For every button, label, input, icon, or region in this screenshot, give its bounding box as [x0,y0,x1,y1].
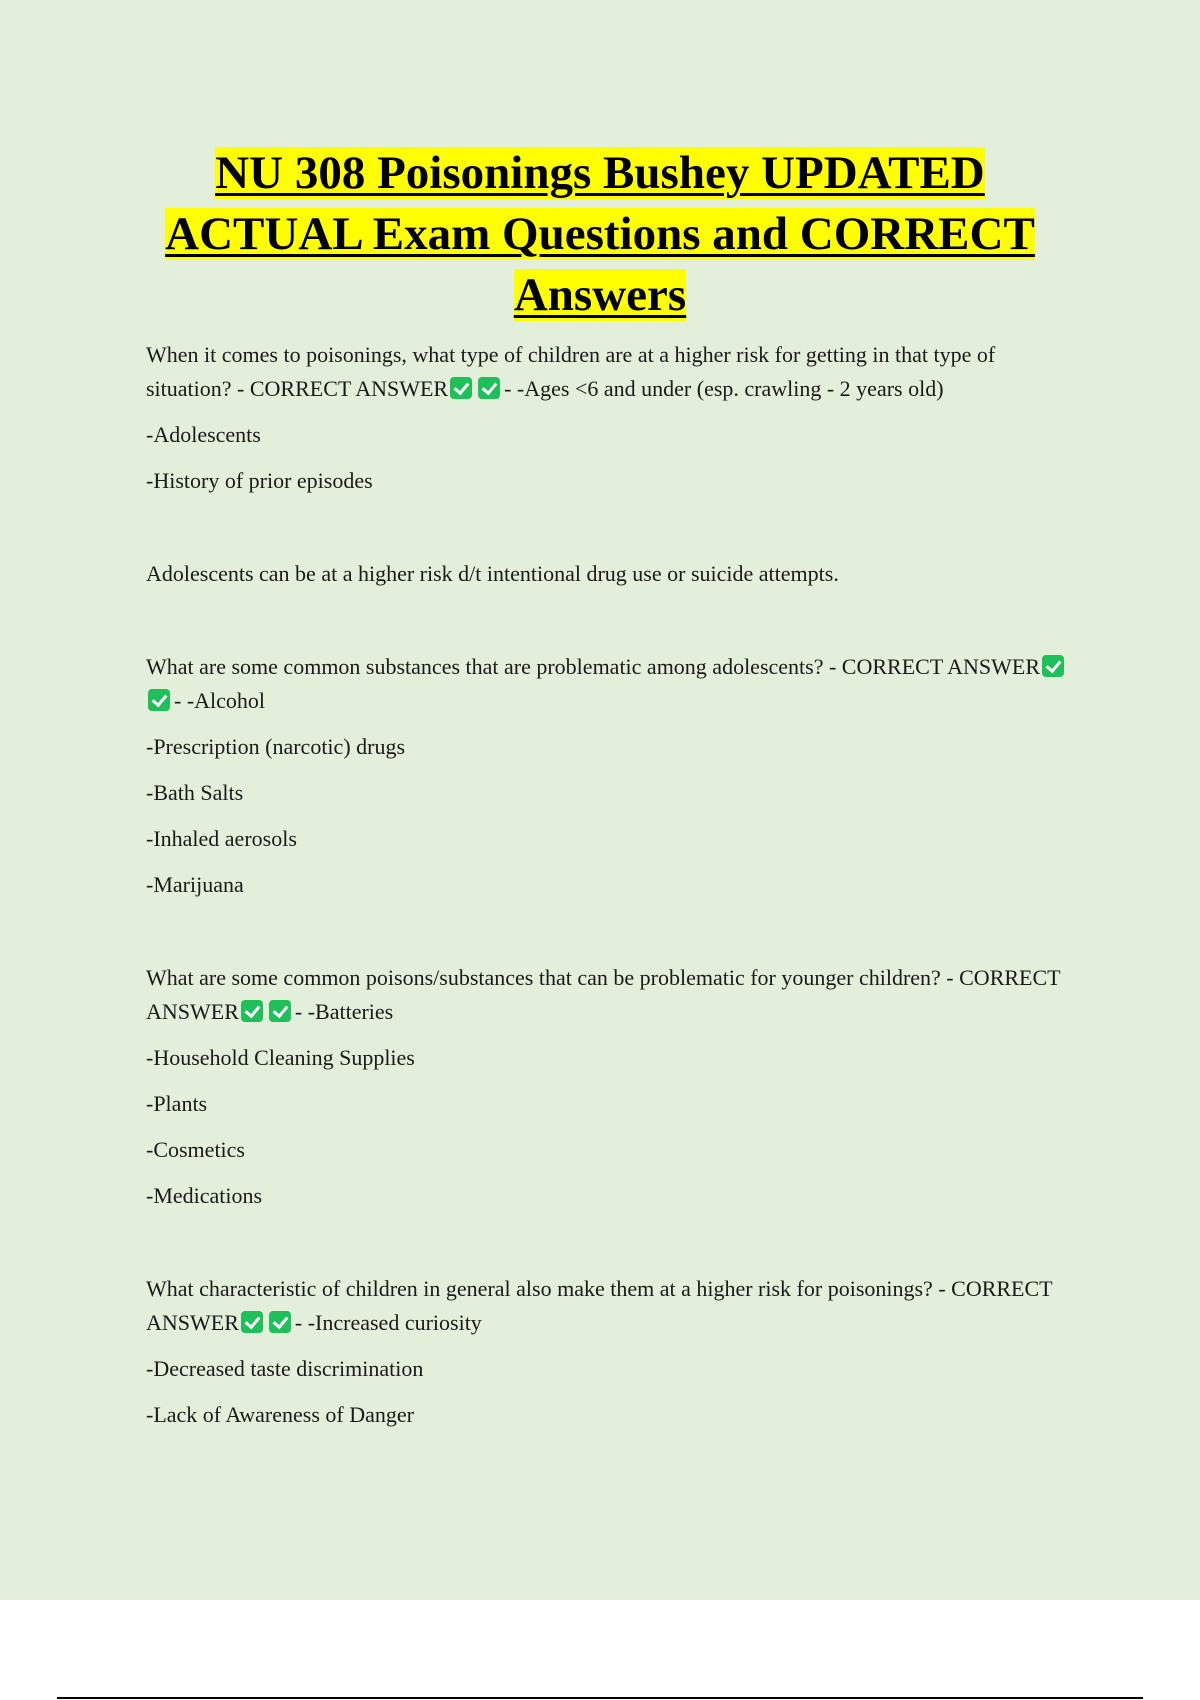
check-box-icon [269,1311,291,1333]
qa-content [146,338,1086,1444]
answer-item: -Lack of Awareness of Danger [146,1402,414,1427]
footer-divider [57,1697,1143,1699]
answer-4-first: - -Increased curiosity [294,1310,482,1335]
title-line-3: Answers [513,269,687,321]
qa-block-4 [146,1272,1086,1432]
answer-item: -Cosmetics [146,1137,245,1162]
answer-1-first: - -Ages <6 and under (esp. crawling - 2 years old) [504,376,944,401]
check-box-icon [269,1000,291,1022]
answer-3-first: - -Batteries [294,999,394,1024]
qa-block-2 [146,650,1086,902]
answer-item: -Bath Salts [146,780,244,805]
question-2: What are some common substances that are problematic among adolescents? - CORRECT ANSWER- -Alcohol [146,650,1086,718]
check-box-icon [478,377,500,399]
answer-note: Adolescents can be at a higher risk d/t intentional drug use or suicide attempts. [146,561,839,586]
check-box-icon [241,1000,263,1022]
qa-block-1 [146,338,1086,591]
title-line-2: ACTUAL Exam Questions and CORRECT [165,208,1035,260]
check-box-icon [148,689,170,711]
answer-item: -Marijuana [146,872,244,897]
answer-2-first: - -Alcohol [174,688,266,713]
document-title [100,143,1100,326]
question-1: When it comes to poisonings, what type of children are at a higher risk for getting in that type of situation? - CORRECT ANSWER - -Ages <6 and under (esp. crawling - 2 years old) [146,342,996,401]
answer-item: -Adolescents [146,422,261,447]
check-box-icon [450,377,472,399]
answer-item: -Prescription (narcotic) drugs [146,734,406,759]
answer-item: -Plants [146,1091,208,1116]
title-line-1: NU 308 Poisonings Bushey UPDATED [215,147,985,199]
check-box-icon [1042,655,1064,677]
check-box-icon [241,1311,263,1333]
answer-item: -Household Cleaning Supplies [146,1045,415,1070]
answer-item: -History of prior episodes [146,468,373,493]
qa-block-3 [146,961,1086,1213]
question-4: What characteristic of children in general also make them at a higher risk for poisonings? - CORRECT ANSWER - -Increased curiosity [146,1276,1053,1335]
question-3: What are some common poisons/substances that can be problematic for younger children? - CORRECT ANSWER - -Batteries [146,965,1061,1024]
answer-item: -Medications [146,1183,263,1208]
answer-item: -Decreased taste discrimination [146,1356,424,1381]
answer-item: -Inhaled aerosols [146,826,297,851]
